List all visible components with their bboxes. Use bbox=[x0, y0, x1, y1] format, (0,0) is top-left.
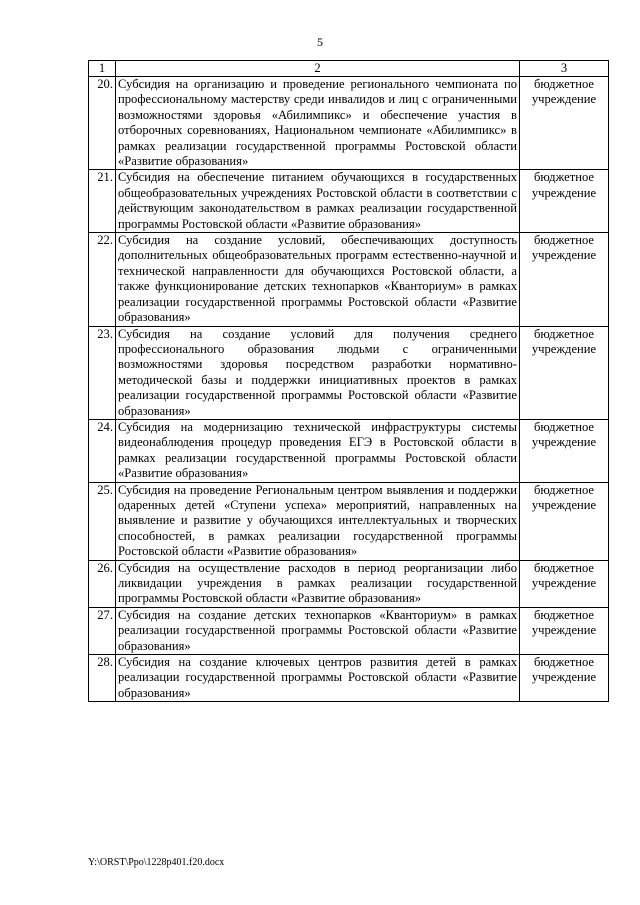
row-number: 22. bbox=[89, 233, 116, 326]
row-description: Субсидия на создание ключевых центров развития детей в рамках реализации государственной программы Ростовской области «Развитие образования» bbox=[116, 655, 520, 702]
subsidy-table bbox=[88, 60, 609, 702]
table-row bbox=[89, 233, 609, 326]
table-row bbox=[89, 655, 609, 702]
row-institution-type: бюджетное учреждение bbox=[520, 419, 609, 482]
header-cell-2: 2 bbox=[116, 61, 520, 77]
row-number: 25. bbox=[89, 482, 116, 560]
row-institution-type: бюджетное учреждение bbox=[520, 655, 609, 702]
row-number: 20. bbox=[89, 77, 116, 170]
row-institution-type: бюджетное учреждение bbox=[520, 607, 609, 654]
row-institution-type: бюджетное учреждение bbox=[520, 326, 609, 419]
row-number: 21. bbox=[89, 170, 116, 233]
row-institution-type: бюджетное учреждение bbox=[520, 233, 609, 326]
row-institution-type: бюджетное учреждение bbox=[520, 77, 609, 170]
page-number: 5 bbox=[317, 35, 323, 49]
table-row bbox=[89, 419, 609, 482]
header-cell-1: 1 bbox=[89, 61, 116, 77]
row-institution-type: бюджетное учреждение bbox=[520, 560, 609, 607]
row-description: Субсидия на создание условий, обеспечивающих доступность дополнительных общеобразовательных программ естественно-научной и технической направленности для обучающихся Ростовской области, а также функционирование детских технопарков «Кванториум» в рамках реализации государственной программы Ростовской области «Развитие образования» bbox=[116, 233, 520, 326]
row-number: 27. bbox=[89, 607, 116, 654]
file-path-footer: Y:\ORST\Ppo\1228p401.f20.docx bbox=[88, 857, 225, 868]
row-description: Субсидия на обеспечение питанием обучающихся в государственных общеобразовательных учреждениях Ростовской области в соответствии с действующим законодательством в рамках реализации государственной программы Ростовской области «Развитие образования» bbox=[116, 170, 520, 233]
header-cell-3: 3 bbox=[520, 61, 609, 77]
row-description: Субсидия на создание детских технопарков «Кванториум» в рамках реализации государственной программы Ростовской области «Развитие образования» bbox=[116, 607, 520, 654]
row-number: 26. bbox=[89, 560, 116, 607]
table-row bbox=[89, 77, 609, 170]
row-number: 24. bbox=[89, 419, 116, 482]
row-description: Субсидия на проведение Региональным центром выявления и поддержки одаренных детей «Ступени успеха» мероприятий, направленных на выявление и развитие у обучающихся интеллектуальных и творческих способностей, в рамках реализации государственной программы Ростовской области «Развитие образования» bbox=[116, 482, 520, 560]
table-header-row bbox=[89, 61, 609, 77]
row-description: Субсидия на организацию и проведение регионального чемпионата по профессиональному мастерству среди инвалидов и лиц с ограниченными возможностями здоровья «Абилимпикс» и обеспечение участия в отборочных соревнованиях, Национальном чемпионате «Абилимпикс» в рамках реализации государственной программы Ростовской области «Развитие образования» bbox=[116, 77, 520, 170]
row-number: 23. bbox=[89, 326, 116, 419]
row-institution-type: бюджетное учреждение bbox=[520, 170, 609, 233]
table-row bbox=[89, 607, 609, 654]
table-row bbox=[89, 326, 609, 419]
row-description: Субсидия на модернизацию технической инфраструктуры системы видеонаблюдения процедур проведения ЕГЭ в Ростовской области в рамках реализации государственной программы Ростовской области «Развитие образования» bbox=[116, 419, 520, 482]
row-description: Субсидия на осуществление расходов в период реорганизации либо ликвидации учреждения в рамках реализации государственной программы Ростовской области «Развитие образования» bbox=[116, 560, 520, 607]
table-row bbox=[89, 482, 609, 560]
row-number: 28. bbox=[89, 655, 116, 702]
row-description: Субсидия на создание условий для получения среднего профессионального образования людьми с ограниченными возможностями здоровья посредством разработки нормативно-методической базы и поддержки инициативных проектов в рамках реализации государственной программы Ростовской области «Развитие образования» bbox=[116, 326, 520, 419]
table-row bbox=[89, 170, 609, 233]
row-institution-type: бюджетное учреждение bbox=[520, 482, 609, 560]
table-row bbox=[89, 560, 609, 607]
